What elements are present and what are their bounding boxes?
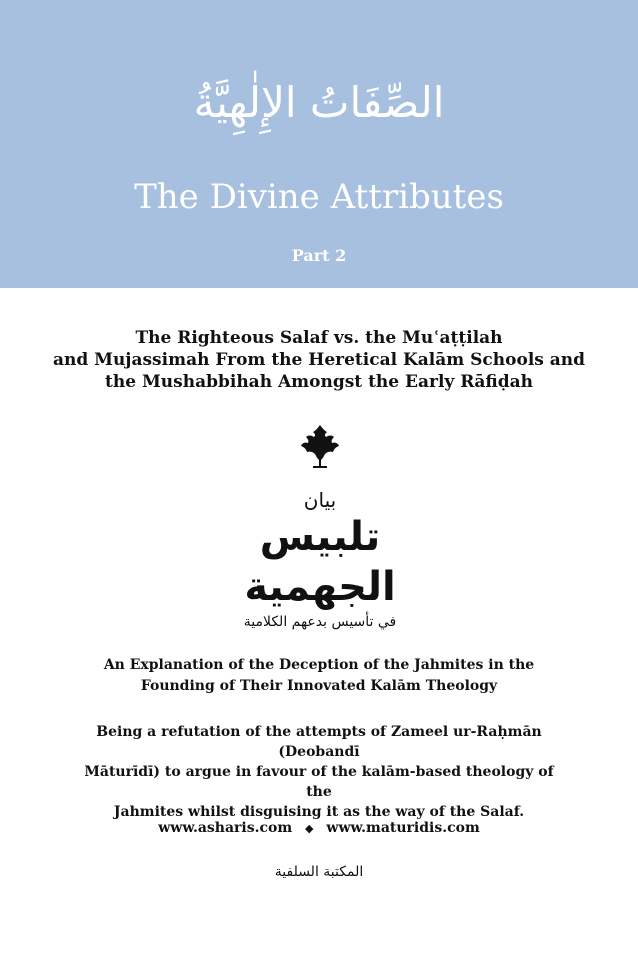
part-label: Part 2 xyxy=(291,246,347,265)
subtitle-line: The Righteous Salaf vs. the Muʿaṭṭilah xyxy=(135,328,503,348)
refutation-line: Māturīdī) to argue in favour of the kalām-based theology of the xyxy=(84,764,554,800)
calligraphy-top: بيان xyxy=(303,488,337,512)
maturidis-link[interactable]: www.maturidis.com xyxy=(326,820,480,836)
website-links xyxy=(0,820,638,836)
refutation-description xyxy=(80,722,558,822)
explanation-line: An Explanation of the Deception of the Jahmites in the xyxy=(103,657,535,673)
asharis-link[interactable]: www.asharis.com xyxy=(158,820,293,836)
calligraphy-main: تلبيس الجهمية xyxy=(244,514,396,610)
explanation xyxy=(60,655,578,697)
calligraphy-bottom: في تأسيس بدعهم الكلامية xyxy=(243,614,397,630)
publisher-name: المكتبة السلفية xyxy=(274,864,364,880)
diamond-separator-icon: ◆ xyxy=(305,822,314,835)
fleuron-icon xyxy=(299,423,341,469)
refutation-line: Jahmites whilst disguising it as the way of the Salaf. xyxy=(113,804,525,820)
arabic-title: الصِّفَاتُ الإِلٰهِيَّةُ xyxy=(193,78,445,127)
arabic-calligraphy-title xyxy=(220,488,420,630)
refutation-line: Being a refutation of the attempts of Zameel ur-Raḥmān (Deobandī xyxy=(96,724,542,760)
subtitle-line: the Mushabbihah Amongst the Early Rāfiḍah xyxy=(105,372,533,392)
subtitle xyxy=(40,327,598,393)
page-title: The Divine Attributes xyxy=(134,177,504,217)
subtitle-line: and Mujassimah From the Heretical Kalām Schools and xyxy=(52,350,586,370)
explanation-line: Founding of Their Innovated Kalām Theology xyxy=(140,678,498,694)
title-banner xyxy=(0,0,638,288)
